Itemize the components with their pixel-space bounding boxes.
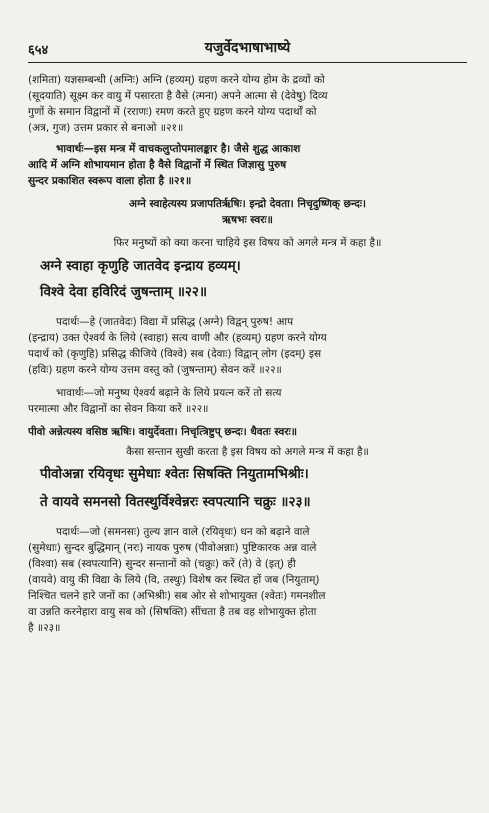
mantra-line: विश्वे देवा हविरिदं जुषन्ताम् ॥२२॥ <box>40 284 208 300</box>
mantra-meta: पीवो अन्नेत्यस्य वसिष्ठ ऋषिः। वायुर्देवता। निचृत्त्रिष्टुप् छन्दः। धैवतः स्वरः॥ <box>28 426 298 438</box>
padarth-line: (विश्वा) सब (स्वपत्यानि) सुन्दर सन्तानों को (चक्रुः) करें (ते) वे (इत्) ही <box>28 558 296 570</box>
padarth-line: (शमिता) यज्ञसम्बन्धी (अग्निः) अग्नि (हव्यम्) ग्रहण करने योग्य होम के द्रव्यों को <box>28 74 325 86</box>
page-header <box>28 36 467 64</box>
mantra-line: पीवोअन्ना रयिवृधः सुमेधाः श्वेतः सिषक्ति नियुतामभिश्रीः। <box>40 466 309 482</box>
padarth-line: (अत्र, गुज) उत्तम प्रकार से बनाओ ॥२१॥ <box>28 122 184 134</box>
bhavarth-line: भावार्थः—जो मनुष्य ऐश्वर्य बढ़ाने के लिये प्रयत्न करें तो सत्य <box>56 387 282 399</box>
padarth-line: निश्चित चलने हारे जनों का (अभिश्रीः) सब ओर से शोभायुक्त (श्वेतः) गमनशील <box>28 590 326 602</box>
bhavarth-line: आदि में अग्नि शोभायमान होता है वैसे विद्वानों में स्थित जिज्ञासु पुरुष <box>28 159 287 171</box>
header-rule <box>28 62 467 63</box>
padarth-line: पदार्थः—हे (जातवेदः) विद्या में प्रसिद्ध (अग्ने) विद्वन् पुरुष! आप <box>56 316 294 328</box>
padarth-line: (सुमेधाः) सुन्दर बुद्धिमान् (नरः) नायक पुरुष (पीवोअन्नाः) पुष्टिकारक अन्न वाले <box>28 542 317 554</box>
mantra-line: ते वायवे समनसो वितस्थुर्विश्वेन्नरः स्वपत्यानि चक्रुः ॥२३॥ <box>40 494 311 510</box>
padarth-line: पदार्थः—जो (समनसः) तुल्य ज्ञान वाले (रयिवृधः) धन को बढ़ाने वाले <box>56 526 310 538</box>
padarth-line: पदार्थ को (कृणुहि) प्रसिद्ध कीजिये (विश्वे) सब (देवाः) विद्वान् लोग (इदम्) इस <box>28 348 322 360</box>
padarth-line: (इन्द्राय) उक्त ऐश्वर्य के लिये (स्वाहा) सत्य वाणी और (हव्यम्) ग्रहण करने योग्य <box>28 332 327 344</box>
padarth-line: (वायवे) वायु की विद्या के लिये (वि, तस्थुः) विशेष कर स्थित हों जब (नियुताम्) <box>28 574 320 586</box>
mantra-meta: अग्ने स्वाहेत्यस्य प्रजापतिर्ऋषिः। इन्द्रो देवता। निचृदुष्णिक् छन्दः। <box>129 198 366 210</box>
running-title: यजुर्वेदभाषाभाष्ये <box>204 40 291 56</box>
padarth-line: है ॥२३॥ <box>28 622 61 634</box>
mantra-line: अग्ने स्वाहा कृणुहि जातवेद इन्द्राय हव्यम्। <box>40 258 241 274</box>
topic-line: फिर मनुष्यों को क्या करना चाहिये इस विषय को अगले मन्त्र में कहा है॥ <box>113 237 382 249</box>
padarth-line: गुणों के समान विद्वानों में (रराणः) रमण करते हुए ग्रहण करने योग्य पदार्थों को <box>28 106 317 118</box>
topic-line: कैसा सन्तान सुखी करता है इस विषय को अगले मन्त्र में कहा है॥ <box>126 446 369 458</box>
padarth-line: वा उन्नति करनेहारा वायु सब को (सिषक्ति) सींचता है तब वह शोभायुक्त होता <box>28 606 317 618</box>
padarth-line: (हविः) ग्रहण करने योग्य उत्तम वस्तु को (जुषन्ताम्) सेवन करें ॥२२॥ <box>28 364 282 376</box>
padarth-line: (सूदयाति) सूक्ष्म कर वायु में पसारता है वैसे (त्मना) अपने आत्मा से (देवेषु) दिव्य <box>28 90 328 102</box>
bhavarth-line: भावार्थः—इस मन्त्र में वाचकलुप्तोपमालङ्कार है। जैसे शुद्ध आकाश <box>56 143 301 155</box>
bhavarth-line: सुन्दर प्रकाशित स्वरूप वाला होता है ॥२१॥ <box>28 175 192 187</box>
mantra-meta: ऋषभः स्वरः॥ <box>222 214 273 226</box>
bhavarth-line: परमात्मा और विद्वानों का सेवन किया करें ॥२२॥ <box>28 403 209 415</box>
page-number: ६५४ <box>28 43 49 58</box>
